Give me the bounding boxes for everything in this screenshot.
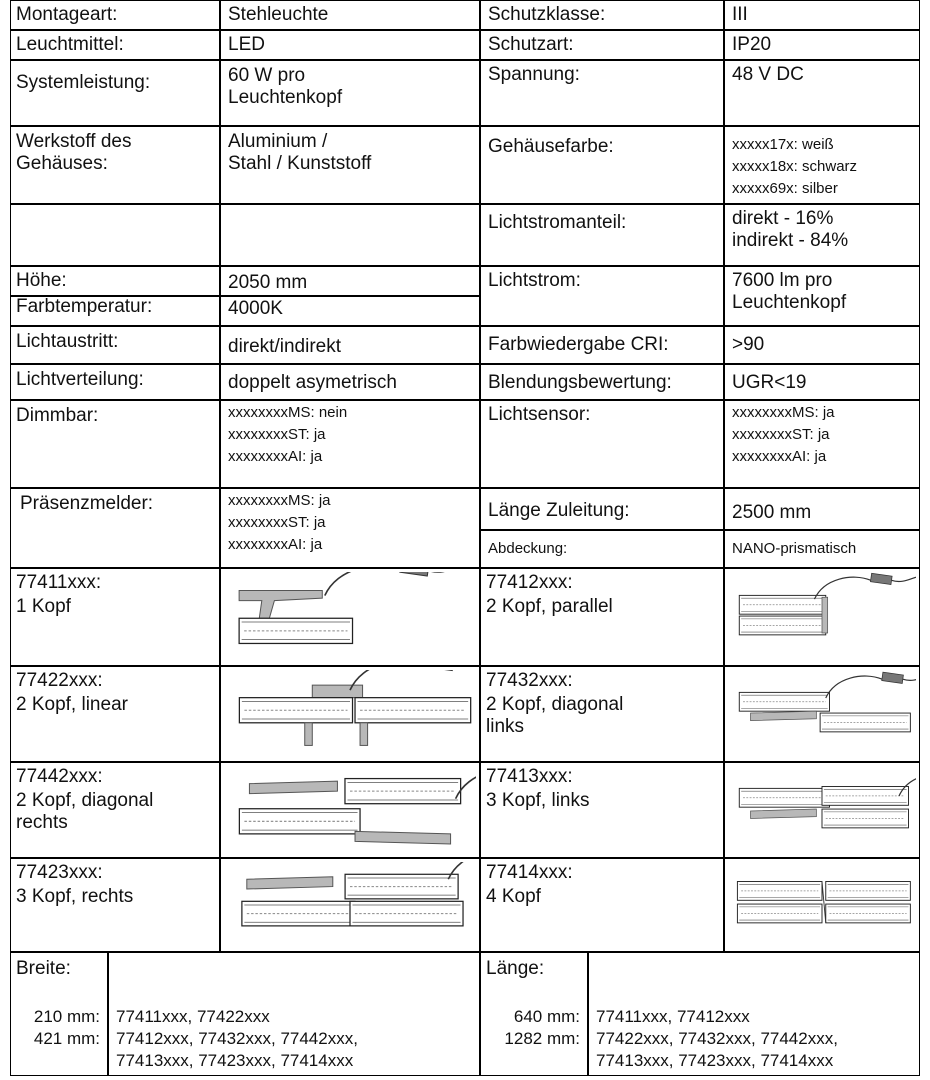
variant-code: 77413xxx: — [486, 766, 573, 787]
spec-value: 7600 lm pro — [732, 270, 833, 291]
spec-value-cell — [220, 204, 480, 266]
variant-description: 3 Kopf, links — [486, 790, 590, 811]
variant-description: 3 Kopf, rechts — [16, 886, 134, 907]
spec-label: Lichtstrom: — [488, 270, 581, 291]
dimension-title: Breite: — [16, 958, 71, 979]
spec-label-cell — [10, 204, 220, 266]
spec-value: UGR<19 — [732, 372, 807, 393]
variant-description: 4 Kopf — [486, 886, 541, 907]
variant-code: 77422xxx: — [16, 670, 103, 691]
spec-label: Länge Zuleitung: — [488, 500, 630, 521]
spec-value: Stehleuchte — [228, 4, 329, 25]
spec-value: LED — [228, 34, 265, 55]
variant-description: 2 Kopf, diagonal — [16, 790, 154, 811]
spec-value: Leuchtenkopf — [732, 292, 847, 313]
spec-value: xxxxxxxxMS: ja — [228, 492, 331, 509]
spec-value: indirekt - 84% — [732, 230, 849, 251]
spec-label: Werkstoff des — [16, 131, 132, 152]
spec-value: >90 — [732, 334, 765, 355]
spec-label: Präsenzmelder: — [20, 493, 154, 514]
spec-value: xxxxxxxxST: ja — [228, 426, 326, 443]
lamp-drawing — [728, 766, 916, 854]
spec-label: Dimmbar: — [16, 405, 99, 426]
lamp-drawing — [224, 572, 476, 662]
spec-value: xxxxxxxxAI: ja — [732, 448, 827, 465]
spec-sheet — [10, 0, 920, 1076]
spec-label: Montageart: — [16, 4, 118, 25]
dimension-models: 77411xxx, 77412xxx — [596, 1007, 750, 1026]
spec-label: Schutzart: — [488, 34, 574, 55]
spec-value: 2050 mm — [228, 272, 308, 293]
spec-value: xxxxxxxxAI: ja — [228, 448, 323, 465]
spec-value: Stahl / Kunststoff — [228, 153, 372, 174]
spec-value: 48 V DC — [732, 64, 804, 85]
spec-value: direkt - 16% — [732, 208, 834, 229]
dimension-size: 1282 mm: — [504, 1029, 580, 1048]
lamp-drawing — [224, 670, 476, 758]
spec-value: xxxxxxxxMS: nein — [228, 404, 348, 421]
variant-description: rechts — [16, 812, 68, 833]
spec-label: Blendungsbewertung: — [488, 372, 672, 393]
variant-description: links — [486, 716, 525, 737]
spec-label: Leuchtmittel: — [16, 34, 124, 55]
variant-description: 2 Kopf, parallel — [486, 596, 613, 617]
spec-value: direkt/indirekt — [228, 336, 341, 357]
lamp-drawing — [224, 862, 476, 948]
variant-code: 77432xxx: — [486, 670, 573, 691]
spec-value: xxxxx17x: weiß — [732, 136, 834, 153]
dimension-size: 421 mm: — [33, 1029, 100, 1048]
spec-value: xxxxx18x: schwarz — [732, 158, 858, 175]
spec-value: 4000K — [228, 298, 283, 319]
spec-label: Systemleistung: — [16, 72, 151, 93]
dimension-models: 77412xxx, 77432xxx, 77442xxx, — [116, 1029, 358, 1048]
spec-value: xxxxxxxxST: ja — [228, 514, 326, 531]
spec-label: Abdeckung: — [488, 540, 568, 557]
spec-value: xxxxx69x: silber — [732, 180, 838, 197]
spec-value: 2500 mm — [732, 502, 812, 523]
lamp-drawing — [728, 670, 916, 758]
spec-label: Gehäusefarbe: — [488, 136, 614, 157]
spec-value: III — [732, 4, 748, 25]
spec-label: Farbtemperatur: — [16, 296, 153, 317]
variant-description: 1 Kopf — [16, 596, 71, 617]
spec-value: Aluminium / — [228, 131, 328, 152]
lamp-drawing — [728, 572, 916, 662]
spec-value: xxxxxxxxMS: ja — [732, 404, 835, 421]
spec-label: Gehäuses: — [16, 153, 108, 174]
variant-code: 77412xxx: — [486, 572, 573, 593]
variant-description: 2 Kopf, diagonal — [486, 694, 624, 715]
dimension-size: 210 mm: — [33, 1007, 100, 1026]
spec-value: doppelt asymetrisch — [228, 372, 397, 393]
spec-value: xxxxxxxxST: ja — [732, 426, 830, 443]
dimension-models: 77413xxx, 77423xxx, 77414xxx — [596, 1051, 834, 1070]
spec-label: Lichtstromanteil: — [488, 212, 627, 233]
spec-label: Farbwiedergabe CRI: — [488, 334, 669, 355]
dimension-size: 640 mm: — [513, 1007, 580, 1026]
spec-label: Höhe: — [16, 270, 67, 291]
spec-value: Leuchtenkopf — [228, 87, 343, 108]
lamp-drawing — [728, 862, 916, 948]
dimension-title: Länge: — [486, 958, 545, 979]
dimension-models: 77411xxx, 77422xxx — [116, 1007, 270, 1026]
spec-label: Lichtsensor: — [488, 404, 591, 425]
spec-label: Spannung: — [488, 64, 580, 85]
spec-label: Lichtverteilung: — [16, 369, 144, 390]
spec-label: Schutzklasse: — [488, 4, 606, 25]
variant-code: 77414xxx: — [486, 862, 573, 883]
spec-value: xxxxxxxxAI: ja — [228, 536, 323, 553]
lamp-drawing — [224, 766, 476, 854]
spec-value: 60 W pro — [228, 65, 306, 86]
spec-value: IP20 — [732, 34, 772, 55]
spec-value: NANO-prismatisch — [732, 540, 857, 557]
variant-code: 77423xxx: — [16, 862, 103, 883]
variant-code: 77442xxx: — [16, 766, 103, 787]
variant-description: 2 Kopf, linear — [16, 694, 128, 715]
spec-label: Lichtaustritt: — [16, 331, 119, 352]
variant-code: 77411xxx: — [16, 572, 102, 593]
dimension-models: 77422xxx, 77432xxx, 77442xxx, — [596, 1029, 838, 1048]
dimension-models: 77413xxx, 77423xxx, 77414xxx — [116, 1051, 354, 1070]
spec-value-cell — [724, 0, 920, 30]
